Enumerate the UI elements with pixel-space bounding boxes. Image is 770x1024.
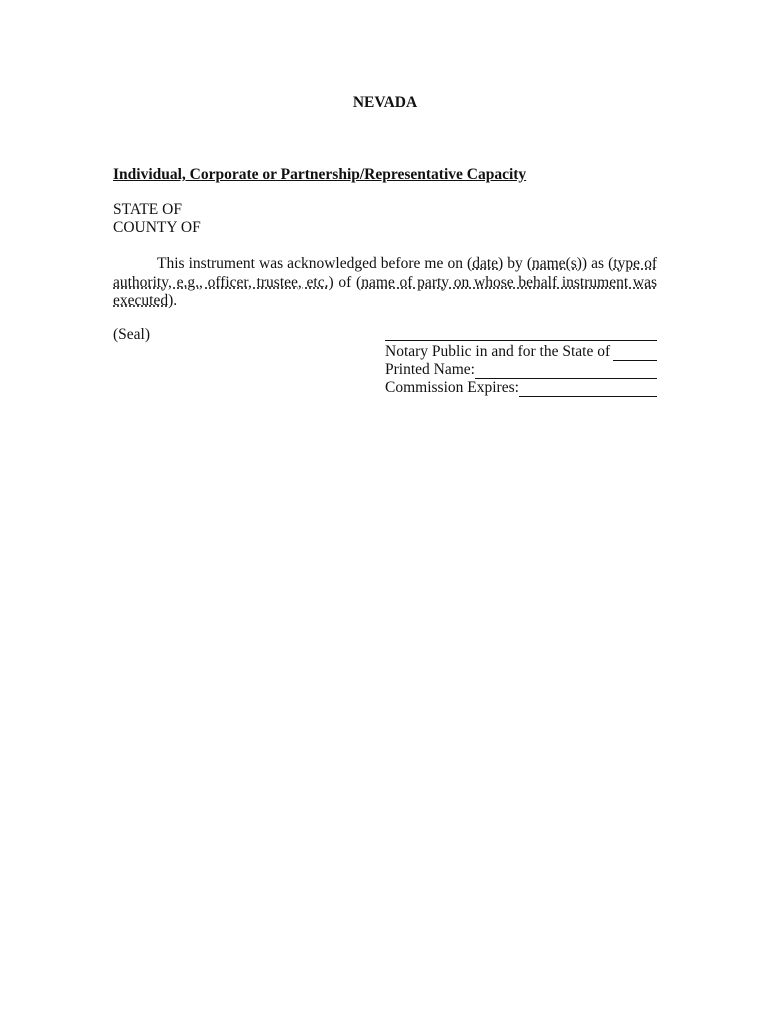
names-field: name(s) xyxy=(532,255,582,272)
party-field: name of party on whose behalf instrument was executed xyxy=(113,273,657,309)
commission-expires-blank xyxy=(519,383,657,397)
notary-state-row xyxy=(385,343,657,361)
notary-state-label: Notary Public in and for the State of xyxy=(385,343,611,360)
authority-field: type of authority, e.g., officer, trustee, etc. xyxy=(113,255,657,291)
printed-name-row xyxy=(385,361,657,379)
acknowledgment-paragraph xyxy=(113,255,657,311)
printed-name-label: Printed Name: xyxy=(385,361,475,378)
notary-state-blank xyxy=(613,347,657,361)
date-field: date xyxy=(472,255,499,272)
para-text-4: ) of ( xyxy=(328,273,362,291)
notary-signature-line xyxy=(385,340,657,341)
para-text-1: This instrument was acknowledged before me on ( xyxy=(157,255,473,272)
printed-name-blank xyxy=(475,365,657,379)
state-of-label: STATE OF xyxy=(113,201,182,218)
capacity-heading: Individual, Corporate or Partnership/Representative Capacity xyxy=(113,166,527,183)
para-text-2: ) by ( xyxy=(498,255,532,272)
para-text-5: ). xyxy=(168,292,178,309)
commission-expires-label: Commission Expires: xyxy=(385,379,519,396)
para-text-3: ) as ( xyxy=(581,255,614,272)
county-of-label: COUNTY OF xyxy=(113,219,201,236)
document-title: NEVADA xyxy=(352,94,418,111)
commission-expires-row xyxy=(385,379,657,397)
seal-label: (Seal) xyxy=(113,326,151,343)
